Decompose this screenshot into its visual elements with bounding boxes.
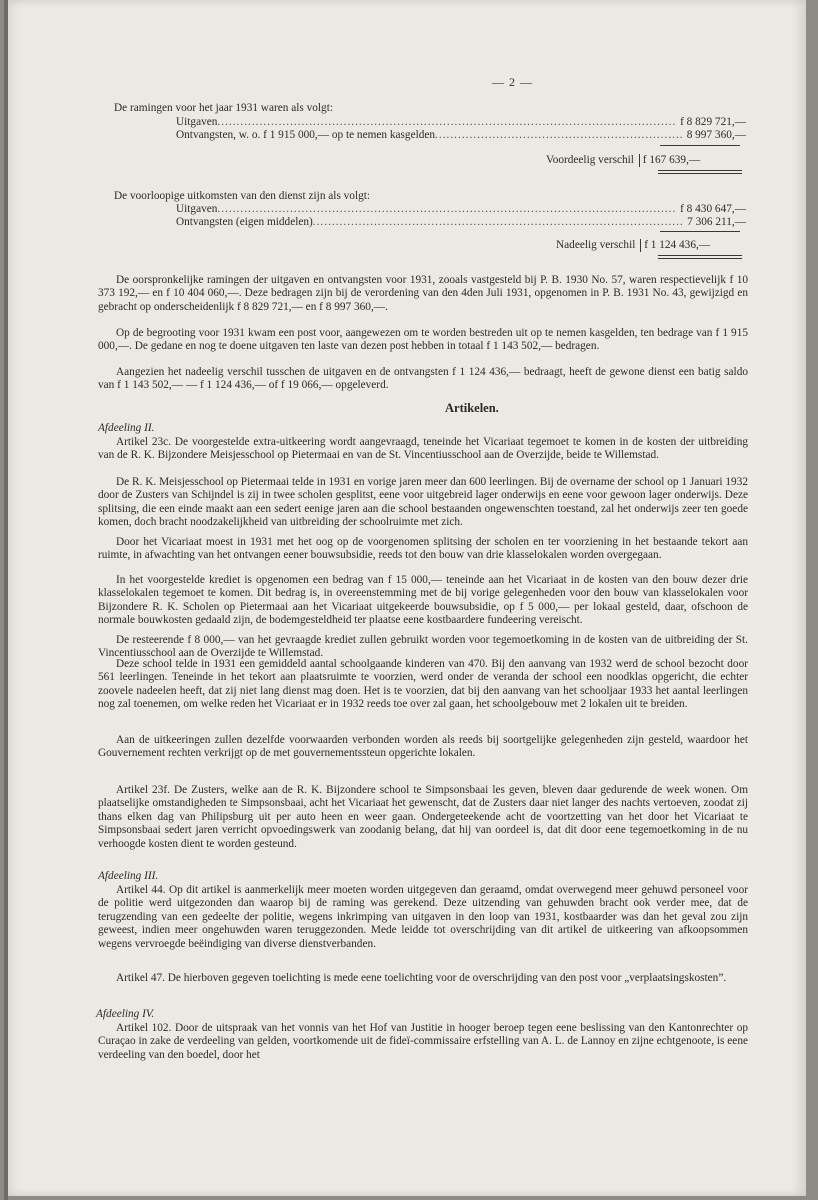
article-23c-p5: De resteerende f 8 000,— van het gevraagde krediet zullen gebruikt worden voor tegemoetkoming in de kosten van de uitbreiding der St. Vincentiusschool aan de Overzijde te Willemstad. [98, 634, 748, 660]
results-result [556, 239, 710, 252]
article-47: Artikel 47. De hierboven gegeven toelichting is mede eene toelichting voor de overschrijding van den post voor „verplaatsingskosten”. [116, 972, 727, 984]
estimates-expenditure-amount: f 8 829 721,— [680, 116, 746, 128]
article-23c-p3: Door het Vicariaat moest in 1931 met het oog op de voorgenomen splitsing der scholen en ter voorziening in het bestaande tekort aan ruimte, in afwachting van het ontvangen eener bouwsubsidie, reeds tot den bouw van drie klasselokalen worden overgegaan. [98, 536, 748, 562]
article-44: Artikel 44. Op dit artikel is aanmerkelijk meer moeten worden uitgegeven dan geraamd, omdat overwegend meer gehuwd personeel voor de politie werd uitgezonden dan waarop bij de raming was gerekend. Deze uitzending van gehuwden bracht ook verder mee, dat de terugzending van een gedeelte der politie, wegens inkrimping van uitgaven in den loop van 1931, kostbaarder was dan het geval zou zijn geweest, indien meer ongehuwden waren teruggezonden. Mede leidde tot overschrijding van dit artikel de uitkeering van afkoopsommen wegens vervroegde beëindiging van diverse dienstverbanden. [98, 884, 748, 950]
results-intro: De voorloopige uitkomsten van den dienst zijn als volgt: [114, 190, 371, 202]
division-label: Afdeeling II. [98, 422, 155, 434]
estimates-expenditure-label: Uitgaven [176, 116, 218, 128]
leader-dots [313, 216, 683, 229]
article-23c-p2: De R. K. Meisjesschool op Pietermaai telde in 1931 en vorige jaren meer dan 600 leerlingen. Bij de overname der school op 1 Januari 1932 door de Zusters van Schijndel is zij in twee scholen gesplitst, eene voor uitgebreid lager onderwijs en eene voor gewoon lager onderwijs. Deze splitsing, die een einde maakt aan een sedert eenige jaren aan die school bestaanden ongewenschten toestand, zal het onderwijs zeer ten goede komen, doch bracht noodzakelijkheid van uitbreiding der schoolruimte met zich. [98, 476, 748, 529]
article-23c-p1: Artikel 23c. De voorgestelde extra-uitkeering wordt aangevraagd, teneinde het Vicariaat tegemoet te komen in de kosten der uitbreiding van de R. K. Bijzondere Meisjesschool op Pietermaai en van de St. Vincentiusschool aan de Overzijde, beide te Willemstad. [98, 436, 748, 462]
paragraph-balance: Aangezien het nadeelig verschil tusschen de uitgaven en de ontvangsten f 1 124 436,— bedraagt, heeft de gewone dienst een batig saldo van f 1 143 502,— — f 1 124 436,— of f 19 066,— opgeleverd. [98, 366, 748, 392]
results-expenditure-label: Uitgaven [176, 203, 218, 215]
article-23c-p7: Aan de uitkeeringen zullen dezelfde voorwaarden verbonden worden als reeds bij soortgelijke gelegenheden zijn gesteld, waardoor het Gouvernement rechten verkrijgt op de met gouvernementssteun opgerichte lokalen. [98, 734, 748, 760]
estimates-revenue-row [176, 129, 746, 142]
double-rule-bottom [658, 173, 742, 174]
estimates-result-label: Voordeelig verschil [546, 154, 634, 166]
double-rule-top [658, 255, 742, 256]
division-label: Afdeeling III. [98, 870, 159, 882]
sum-rule [660, 145, 740, 146]
article-23c-p4: In het voorgestelde krediet is opgenomen een bedrag van f 15 000,— teneinde aan het Vicariaat in de kosten van den bouw dezer drie klasselokalen tegemoet te komen. Dit bedrag is, in overeenstemming met de bij vorige gelegenheden voor den bouw van klasselokalen voor Bijzondere R. K. Scholen op Pietermaai aan het Vicariaat uitgekeerde bouwsubsidie, op f 5 000,— per lokaal gesteld, daar, ofschoon de normale bouwkosten gedaald zijn, de bodemgesteldheid ter plaatse eene kostbaardere fundeering vereischt. [98, 574, 748, 627]
document-page [8, 0, 806, 1196]
results-revenue-amount: 7 306 211,— [687, 216, 746, 228]
article-23f: Artikel 23f. De Zusters, welke aan de R. K. Bijzondere school te Simpsonsbaai les geven, bleven daar gedurende de week wonen. Om plaatselijke omstandigheden te Simpsonsbaai, acht het Vicariaat het gewenscht, dat de Zusters daar niet langer des nachts vertoeven, zoodat zij thans elken dag van Philipsburg uit per auto heen en weer gaan. Ondergeteekende acht de voortzetting van het door het Vicariaat te Simpsonsbaai sedert jaren verricht opvoedingswerk van zoodanig belang, dat hij van oordeel is, dat dit door eene tegemoetkoming in de nu verhoogde kosten dient te worden gesteund. [98, 784, 748, 850]
estimates-result [546, 154, 700, 167]
leader-dots [217, 116, 676, 129]
results-result-amount: f 1 124 436,— [640, 239, 710, 252]
paragraph-budget-post: Op de begrooting voor 1931 kwam een post voor, aangewezen om te worden bestreden uit op te nemen kasgelden, ten bedrage van f 1 915 000,—. De gedane en nog te doene uitgaven ten laste van dezen post hebben in totaal f 1 143 502,— bedragen. [98, 327, 748, 353]
results-revenue-label: Ontvangsten (eigen middelen) [176, 216, 313, 228]
double-rule-top [658, 170, 742, 171]
estimates-expenditure-row [176, 116, 746, 129]
sum-rule [660, 231, 740, 232]
article-23c-p6: Deze school telde in 1931 een gemiddeld aantal schoolgaande kinderen van 470. Bij den aanvang van 1932 werd de school bezocht door 561 leerlingen. Teneinde in het tekort aan plaatsruimte te voorzien, werd onder de veranda der school een noodklas opgericht, die echter zoovele nadeelen heeft, dat zij niet lang dienst mag doen. Het is te voorzien, dat bij den aanvang van het schooljaar 1933 het aantal leerlingen nog zal toenemen, om welke reden het Vicariaat er in 1932 reeds toe over zal gaan, het schoolgebouw met 2 lokalen uit te breiden. [98, 658, 748, 711]
leader-dots [435, 129, 683, 142]
estimates-revenue-label: Ontvangsten, w. o. f 1 915 000,— op te nemen kasgelden [176, 129, 436, 141]
results-revenue-row [176, 216, 746, 229]
section-heading-artikelen: Artikelen. [445, 401, 499, 415]
estimates-result-amount: f 167 639,— [639, 154, 700, 167]
results-result-label: Nadeelig verschil [556, 239, 636, 251]
estimates-intro: De ramingen voor het jaar 1931 waren als volgt: [114, 102, 333, 114]
paragraph-original-estimates: De oorspronkelijke ramingen der uitgaven en ontvangsten voor 1931, zooals vastgesteld bij P. B. 1930 No. 57, waren respectievelijk f 10 373 192,— en f 10 404 060,—. Deze bedragen zijn bij de verordening van den 4den Juli 1931, opgenomen in P. B. 1931 No. 43, gewijzigd en gebracht op onderscheidenlijk f 8 829 721,— en f 8 997 360,—. [98, 274, 748, 313]
double-rule-bottom [658, 258, 742, 259]
division-label: Afdeeling IV. [96, 1008, 155, 1020]
results-expenditure-amount: f 8 430 647,— [680, 203, 746, 215]
results-expenditure-row [176, 203, 746, 216]
page-number: — 2 — [492, 75, 533, 89]
article-102: Artikel 102. Door de uitspraak van het vonnis van het Hof van Justitie in hooger beroep tegen eene beslissing van den Kantonrechter op Curaçao in zake de verdeeling van gelden, voortkomende uit de fideï-commissaire erfstelling van A. L. de Lannoy en zijne echtgenoote, is eene verdeeling van den boedel, door het [98, 1022, 748, 1061]
estimates-revenue-amount: 8 997 360,— [686, 129, 746, 141]
leader-dots [217, 203, 676, 216]
